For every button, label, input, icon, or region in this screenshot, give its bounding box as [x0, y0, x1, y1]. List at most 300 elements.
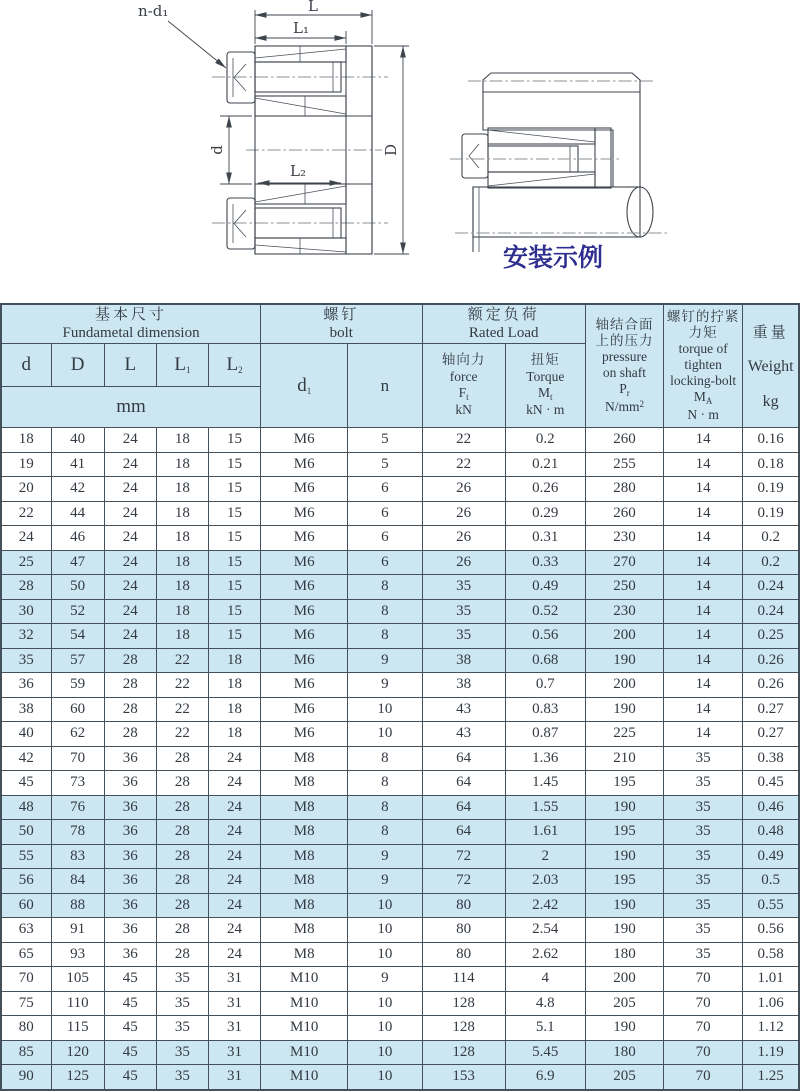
table-cell: 22	[422, 452, 505, 477]
table-cell: 270	[585, 550, 663, 575]
table-cell: 59	[51, 673, 104, 698]
table-cell: 57	[51, 648, 104, 673]
table-cell: 80	[1, 1016, 51, 1041]
table-cell: M6	[261, 599, 348, 624]
table-cell: 35	[664, 893, 743, 918]
table-cell: 38	[422, 673, 505, 698]
table-cell: 18	[156, 550, 208, 575]
table-cell: 0.27	[743, 697, 799, 722]
header-bolt	[261, 304, 422, 344]
table-cell: 14	[664, 673, 743, 698]
header-basic-dimension	[1, 304, 261, 344]
table-cell: 200	[585, 967, 663, 992]
table-cell: 128	[422, 1016, 505, 1041]
table-row	[1, 844, 799, 869]
table-cell: 10	[348, 722, 422, 747]
table-cell: 60	[51, 697, 104, 722]
table-cell: 24	[104, 624, 156, 649]
table-row	[1, 967, 799, 992]
table-cell: M8	[261, 942, 348, 967]
force-symbol: $F_t$	[458, 384, 469, 402]
table-cell: 24	[104, 575, 156, 600]
table-cell: 44	[51, 501, 104, 526]
technical-drawing-svg	[0, 0, 800, 303]
table-cell: M8	[261, 893, 348, 918]
table-cell: 190	[585, 697, 663, 722]
table-cell: 45	[104, 1016, 156, 1041]
table-cell: 1.36	[505, 746, 585, 771]
table-cell: 0.27	[743, 722, 799, 747]
table-cell: M6	[261, 550, 348, 575]
table-cell: 14	[664, 526, 743, 551]
table-cell: 205	[585, 1065, 663, 1090]
header-pressure-symbol: $P_r$	[619, 381, 630, 399]
table-cell: 180	[585, 942, 663, 967]
table-cell: 64	[422, 795, 505, 820]
dim-label-d: d	[208, 145, 226, 155]
table-cell: 26	[422, 477, 505, 502]
table-cell: 35	[664, 844, 743, 869]
header-ma-en2: tighten	[684, 357, 722, 373]
table-cell: 260	[585, 428, 663, 453]
table-cell: 15	[208, 550, 260, 575]
table-cell: 1.55	[505, 795, 585, 820]
table-cell: 225	[585, 722, 663, 747]
table-cell: 80	[422, 918, 505, 943]
table-cell: 250	[585, 575, 663, 600]
table-cell: 35	[422, 575, 505, 600]
header-pressure	[585, 304, 663, 428]
table-cell: 210	[585, 746, 663, 771]
table-cell: 5	[348, 452, 422, 477]
table-cell: 76	[51, 795, 104, 820]
table-cell: 0.56	[505, 624, 585, 649]
table-cell: 28	[156, 893, 208, 918]
table-cell: 0.19	[743, 477, 799, 502]
table-cell: 70	[664, 1040, 743, 1065]
table-cell: 1.01	[743, 967, 799, 992]
table-cell: 0.58	[743, 942, 799, 967]
table-cell: M6	[261, 428, 348, 453]
table-cell: 35	[664, 820, 743, 845]
table-cell: 35	[422, 599, 505, 624]
force-en: force	[449, 368, 478, 384]
col-header-L2: $L_2$	[208, 344, 260, 387]
table-cell: 45	[104, 1065, 156, 1090]
table-cell: 45	[104, 991, 156, 1016]
table-cell: 24	[208, 844, 260, 869]
table-cell: 4	[505, 967, 585, 992]
table-cell: 230	[585, 526, 663, 551]
table-cell: 280	[585, 477, 663, 502]
table-cell: 18	[156, 477, 208, 502]
table-cell: 45	[104, 967, 156, 992]
table-cell: 45	[104, 1040, 156, 1065]
table-row	[1, 1040, 799, 1065]
table-row	[1, 575, 799, 600]
table-cell: 10	[348, 697, 422, 722]
table-row	[1, 599, 799, 624]
table-cell: 14	[664, 648, 743, 673]
table-cell: 24	[208, 820, 260, 845]
table-cell: 52	[51, 599, 104, 624]
table-cell: 15	[208, 575, 260, 600]
table-cell: M6	[261, 575, 348, 600]
header-weight-unit: kg	[762, 393, 779, 411]
table-row	[1, 893, 799, 918]
table-cell: 10	[348, 1040, 422, 1065]
table-cell: 70	[664, 1016, 743, 1041]
taper-line	[488, 174, 595, 186]
table-cell: M8	[261, 820, 348, 845]
table-cell: 50	[51, 575, 104, 600]
table-cell: 36	[104, 844, 156, 869]
dim-label-L2: L₂	[290, 162, 306, 180]
header-basic-dimension-zh: 基本尺寸	[95, 306, 168, 323]
table-cell: 46	[51, 526, 104, 551]
table-cell: 2	[505, 844, 585, 869]
table-cell: 40	[51, 428, 104, 453]
table-cell: 0.49	[505, 575, 585, 600]
header-bolt-zh: 螺钉	[323, 306, 360, 323]
table-cell: 6	[348, 477, 422, 502]
table-cell: 24	[208, 893, 260, 918]
table-cell: 72	[422, 869, 505, 894]
table-cell: 8	[348, 746, 422, 771]
table-cell: 26	[422, 526, 505, 551]
table-cell: 14	[664, 624, 743, 649]
table-cell: 35	[664, 918, 743, 943]
taper-line	[255, 49, 346, 58]
table-cell: 24	[208, 918, 260, 943]
table-cell: M10	[261, 1040, 348, 1065]
element-flange	[595, 128, 611, 188]
table-cell: 43	[422, 697, 505, 722]
table-cell: 70	[664, 1065, 743, 1090]
table-cell: 18	[156, 526, 208, 551]
table-cell: 25	[1, 550, 51, 575]
header-weight-en: Weight	[747, 358, 794, 376]
table-cell: 9	[348, 967, 422, 992]
table-cell: 8	[348, 575, 422, 600]
table-cell: 24	[208, 795, 260, 820]
header-rated-load-zh: 额定负荷	[467, 306, 540, 323]
table-cell: 2.42	[505, 893, 585, 918]
table-cell: 15	[208, 501, 260, 526]
col-header-d1: $d_1$	[261, 344, 348, 428]
table-cell: 31	[208, 1040, 260, 1065]
outer-ring-top	[255, 46, 346, 62]
table-cell: 200	[585, 624, 663, 649]
table-cell: 22	[156, 673, 208, 698]
torque-unit: kN · m	[526, 402, 565, 418]
table-row	[1, 942, 799, 967]
table-row	[1, 550, 799, 575]
table-cell: 26	[422, 550, 505, 575]
table-cell: 28	[104, 722, 156, 747]
header-pressure-en1: pressure	[602, 349, 647, 364]
table-cell: 14	[664, 501, 743, 526]
table-cell: 153	[422, 1065, 505, 1090]
torque-en: Torque	[526, 368, 565, 384]
table-cell: 35	[156, 967, 208, 992]
table-row	[1, 452, 799, 477]
hex-socket-icon	[234, 210, 246, 237]
dim-label-L: L	[308, 0, 318, 15]
table-cell: M6	[261, 697, 348, 722]
table-cell: 36	[104, 771, 156, 796]
table-cell: 9	[348, 673, 422, 698]
table-cell: M8	[261, 844, 348, 869]
table-cell: 35	[156, 1040, 208, 1065]
table-cell: 35	[156, 1065, 208, 1090]
force-zh: 轴向力	[441, 352, 486, 368]
table-cell: 35	[664, 771, 743, 796]
table-cell: M6	[261, 673, 348, 698]
table-cell: 42	[1, 746, 51, 771]
table-cell: 18	[208, 648, 260, 673]
table-row	[1, 918, 799, 943]
table-cell: 90	[1, 1065, 51, 1090]
table-cell: 0.31	[505, 526, 585, 551]
table-cell: 35	[664, 746, 743, 771]
table-cell: 32	[1, 624, 51, 649]
taper-line	[255, 245, 346, 252]
table-cell: 28	[156, 771, 208, 796]
table-cell: 1.45	[505, 771, 585, 796]
table-cell: 20	[1, 477, 51, 502]
table-cell: 31	[208, 1065, 260, 1090]
table-cell: 0.68	[505, 648, 585, 673]
table-cell: 26	[422, 501, 505, 526]
table-cell: 24	[208, 746, 260, 771]
table-cell: 38	[1, 697, 51, 722]
table-cell: 28	[1, 575, 51, 600]
table-cell: 36	[104, 942, 156, 967]
table-cell: 24	[208, 942, 260, 967]
table-cell: 18	[156, 575, 208, 600]
hub-top-band	[483, 73, 640, 92]
table-cell: 24	[104, 477, 156, 502]
table-cell: 6	[348, 526, 422, 551]
table-cell: 30	[1, 599, 51, 624]
table-cell: 24	[104, 550, 156, 575]
table-cell: 1.12	[743, 1016, 799, 1041]
table-cell: 1.06	[743, 991, 799, 1016]
table-cell: 0.49	[743, 844, 799, 869]
taper-line	[255, 98, 346, 114]
table-cell: 78	[51, 820, 104, 845]
table-row	[1, 526, 799, 551]
table-cell: 28	[156, 869, 208, 894]
table-row	[1, 624, 799, 649]
table-cell: 36	[104, 795, 156, 820]
table-cell: M6	[261, 624, 348, 649]
table-cell: 35	[156, 991, 208, 1016]
table-cell: 230	[585, 599, 663, 624]
table-cell: 10	[348, 1065, 422, 1090]
bottom-bolt-head	[227, 198, 255, 249]
table-cell: 28	[104, 648, 156, 673]
torque-zh: 扭矩	[530, 352, 560, 368]
bolt-head	[462, 134, 488, 178]
table-cell: 0.55	[743, 893, 799, 918]
col-header-D: D	[51, 344, 104, 387]
table-cell: 0.21	[505, 452, 585, 477]
table-cell: 24	[1, 526, 51, 551]
table-cell: 40	[1, 722, 51, 747]
table-cell: 120	[51, 1040, 104, 1065]
table-cell: 0.26	[743, 648, 799, 673]
table-cell: M6	[261, 722, 348, 747]
header-ma-en3: locking-bolt	[670, 373, 737, 389]
table-cell: 0.45	[743, 771, 799, 796]
table-cell: 45	[1, 771, 51, 796]
hex-socket-icon	[469, 144, 479, 168]
table-cell: M8	[261, 746, 348, 771]
table-cell: 195	[585, 820, 663, 845]
table-cell: 0.18	[743, 452, 799, 477]
table-cell: 10	[348, 991, 422, 1016]
table-row	[1, 1065, 799, 1090]
installation-example-drawing	[450, 73, 668, 272]
spec-table	[0, 303, 800, 1091]
table-cell: 75	[1, 991, 51, 1016]
table-cell: 190	[585, 648, 663, 673]
table-row	[1, 477, 799, 502]
table-cell: 0.56	[743, 918, 799, 943]
table-row	[1, 869, 799, 894]
table-cell: 91	[51, 918, 104, 943]
table-cell: 5.1	[505, 1016, 585, 1041]
table-cell: 85	[1, 1040, 51, 1065]
col-header-torque	[505, 344, 585, 428]
table-cell: 93	[51, 942, 104, 967]
table-cell: 36	[104, 820, 156, 845]
header-rated-load-en: Rated Load	[468, 325, 539, 342]
table-cell: 72	[422, 844, 505, 869]
table-cell: M6	[261, 648, 348, 673]
table-cell: 0.19	[743, 501, 799, 526]
table-cell: 0.24	[743, 599, 799, 624]
table-cell: 1.61	[505, 820, 585, 845]
table-cell: 0.2	[505, 428, 585, 453]
dim-label-L1: L₁	[293, 19, 309, 37]
table-cell: 24	[104, 526, 156, 551]
table-cell: 88	[51, 893, 104, 918]
table-cell: 15	[208, 624, 260, 649]
table-row	[1, 648, 799, 673]
hub-hatched-body	[483, 92, 640, 187]
table-cell: 0.26	[743, 673, 799, 698]
table-row	[1, 722, 799, 747]
header-bolt-en: bolt	[329, 325, 353, 342]
table-cell: 22	[156, 697, 208, 722]
table-cell: 0.5	[743, 869, 799, 894]
table-cell: 50	[1, 820, 51, 845]
table-row	[1, 673, 799, 698]
table-cell: 22	[156, 722, 208, 747]
table-cell: 35	[664, 942, 743, 967]
table-cell: 62	[51, 722, 104, 747]
table-cell: 18	[208, 673, 260, 698]
table-cell: 6.9	[505, 1065, 585, 1090]
table-cell: 31	[208, 967, 260, 992]
table-cell: 28	[156, 844, 208, 869]
table-cell: 15	[208, 477, 260, 502]
header-basic-dimension-en: Fundametal dimension	[62, 325, 200, 342]
table-cell: 42	[51, 477, 104, 502]
table-cell: 80	[422, 942, 505, 967]
table-cell: 5.45	[505, 1040, 585, 1065]
table-cell: 60	[1, 893, 51, 918]
unit-row-mm: mm	[1, 387, 261, 428]
table-cell: 24	[104, 452, 156, 477]
shaft	[473, 187, 640, 237]
table-cell: 10	[348, 893, 422, 918]
table-cell: 10	[348, 1016, 422, 1041]
table-row	[1, 991, 799, 1016]
table-cell: 80	[422, 893, 505, 918]
table-cell: 0.33	[505, 550, 585, 575]
table-cell: 2.62	[505, 942, 585, 967]
hex-socket-icon	[234, 64, 246, 91]
table-cell: 0.2	[743, 550, 799, 575]
table-cell: 70	[664, 991, 743, 1016]
table-cell: 14	[664, 722, 743, 747]
header-weight-zh: 重量	[752, 325, 789, 342]
header-pressure-en2: on shaft	[602, 365, 647, 381]
table-cell: M8	[261, 795, 348, 820]
header-ma-zh1: 螺钉的拧紧	[666, 308, 740, 324]
table-cell: M6	[261, 501, 348, 526]
table-cell: 31	[208, 991, 260, 1016]
col-header-d: d	[1, 344, 51, 387]
table-cell: 0.46	[743, 795, 799, 820]
header-ma-unit: N · m	[687, 407, 719, 423]
table-cell: M6	[261, 477, 348, 502]
table-cell: 84	[51, 869, 104, 894]
header-ma-en1: torque of	[678, 340, 728, 356]
table-cell: 83	[51, 844, 104, 869]
table-cell: M8	[261, 918, 348, 943]
table-cell: 36	[104, 893, 156, 918]
table-cell: 18	[156, 452, 208, 477]
table-cell: 128	[422, 991, 505, 1016]
table-cell: 0.87	[505, 722, 585, 747]
table-cell: 54	[51, 624, 104, 649]
torque-symbol: $M_t$	[538, 384, 553, 402]
table-cell: 22	[156, 648, 208, 673]
table-cell: M6	[261, 526, 348, 551]
table-cell: 36	[104, 918, 156, 943]
force-unit: kN	[455, 402, 472, 418]
table-cell: M10	[261, 967, 348, 992]
table-cell: 28	[104, 673, 156, 698]
table-cell: 14	[664, 452, 743, 477]
header-rated-load	[422, 304, 585, 344]
header-pressure-unit: $N/mm^2$	[604, 399, 644, 415]
table-cell: 36	[104, 746, 156, 771]
table-row	[1, 1016, 799, 1041]
table-header	[1, 304, 799, 428]
col-header-n: n	[348, 344, 422, 428]
table-cell: 22	[1, 501, 51, 526]
table-cell: 0.48	[743, 820, 799, 845]
table-cell: 6	[348, 501, 422, 526]
table-cell: 24	[208, 771, 260, 796]
table-cell: 35	[1, 648, 51, 673]
